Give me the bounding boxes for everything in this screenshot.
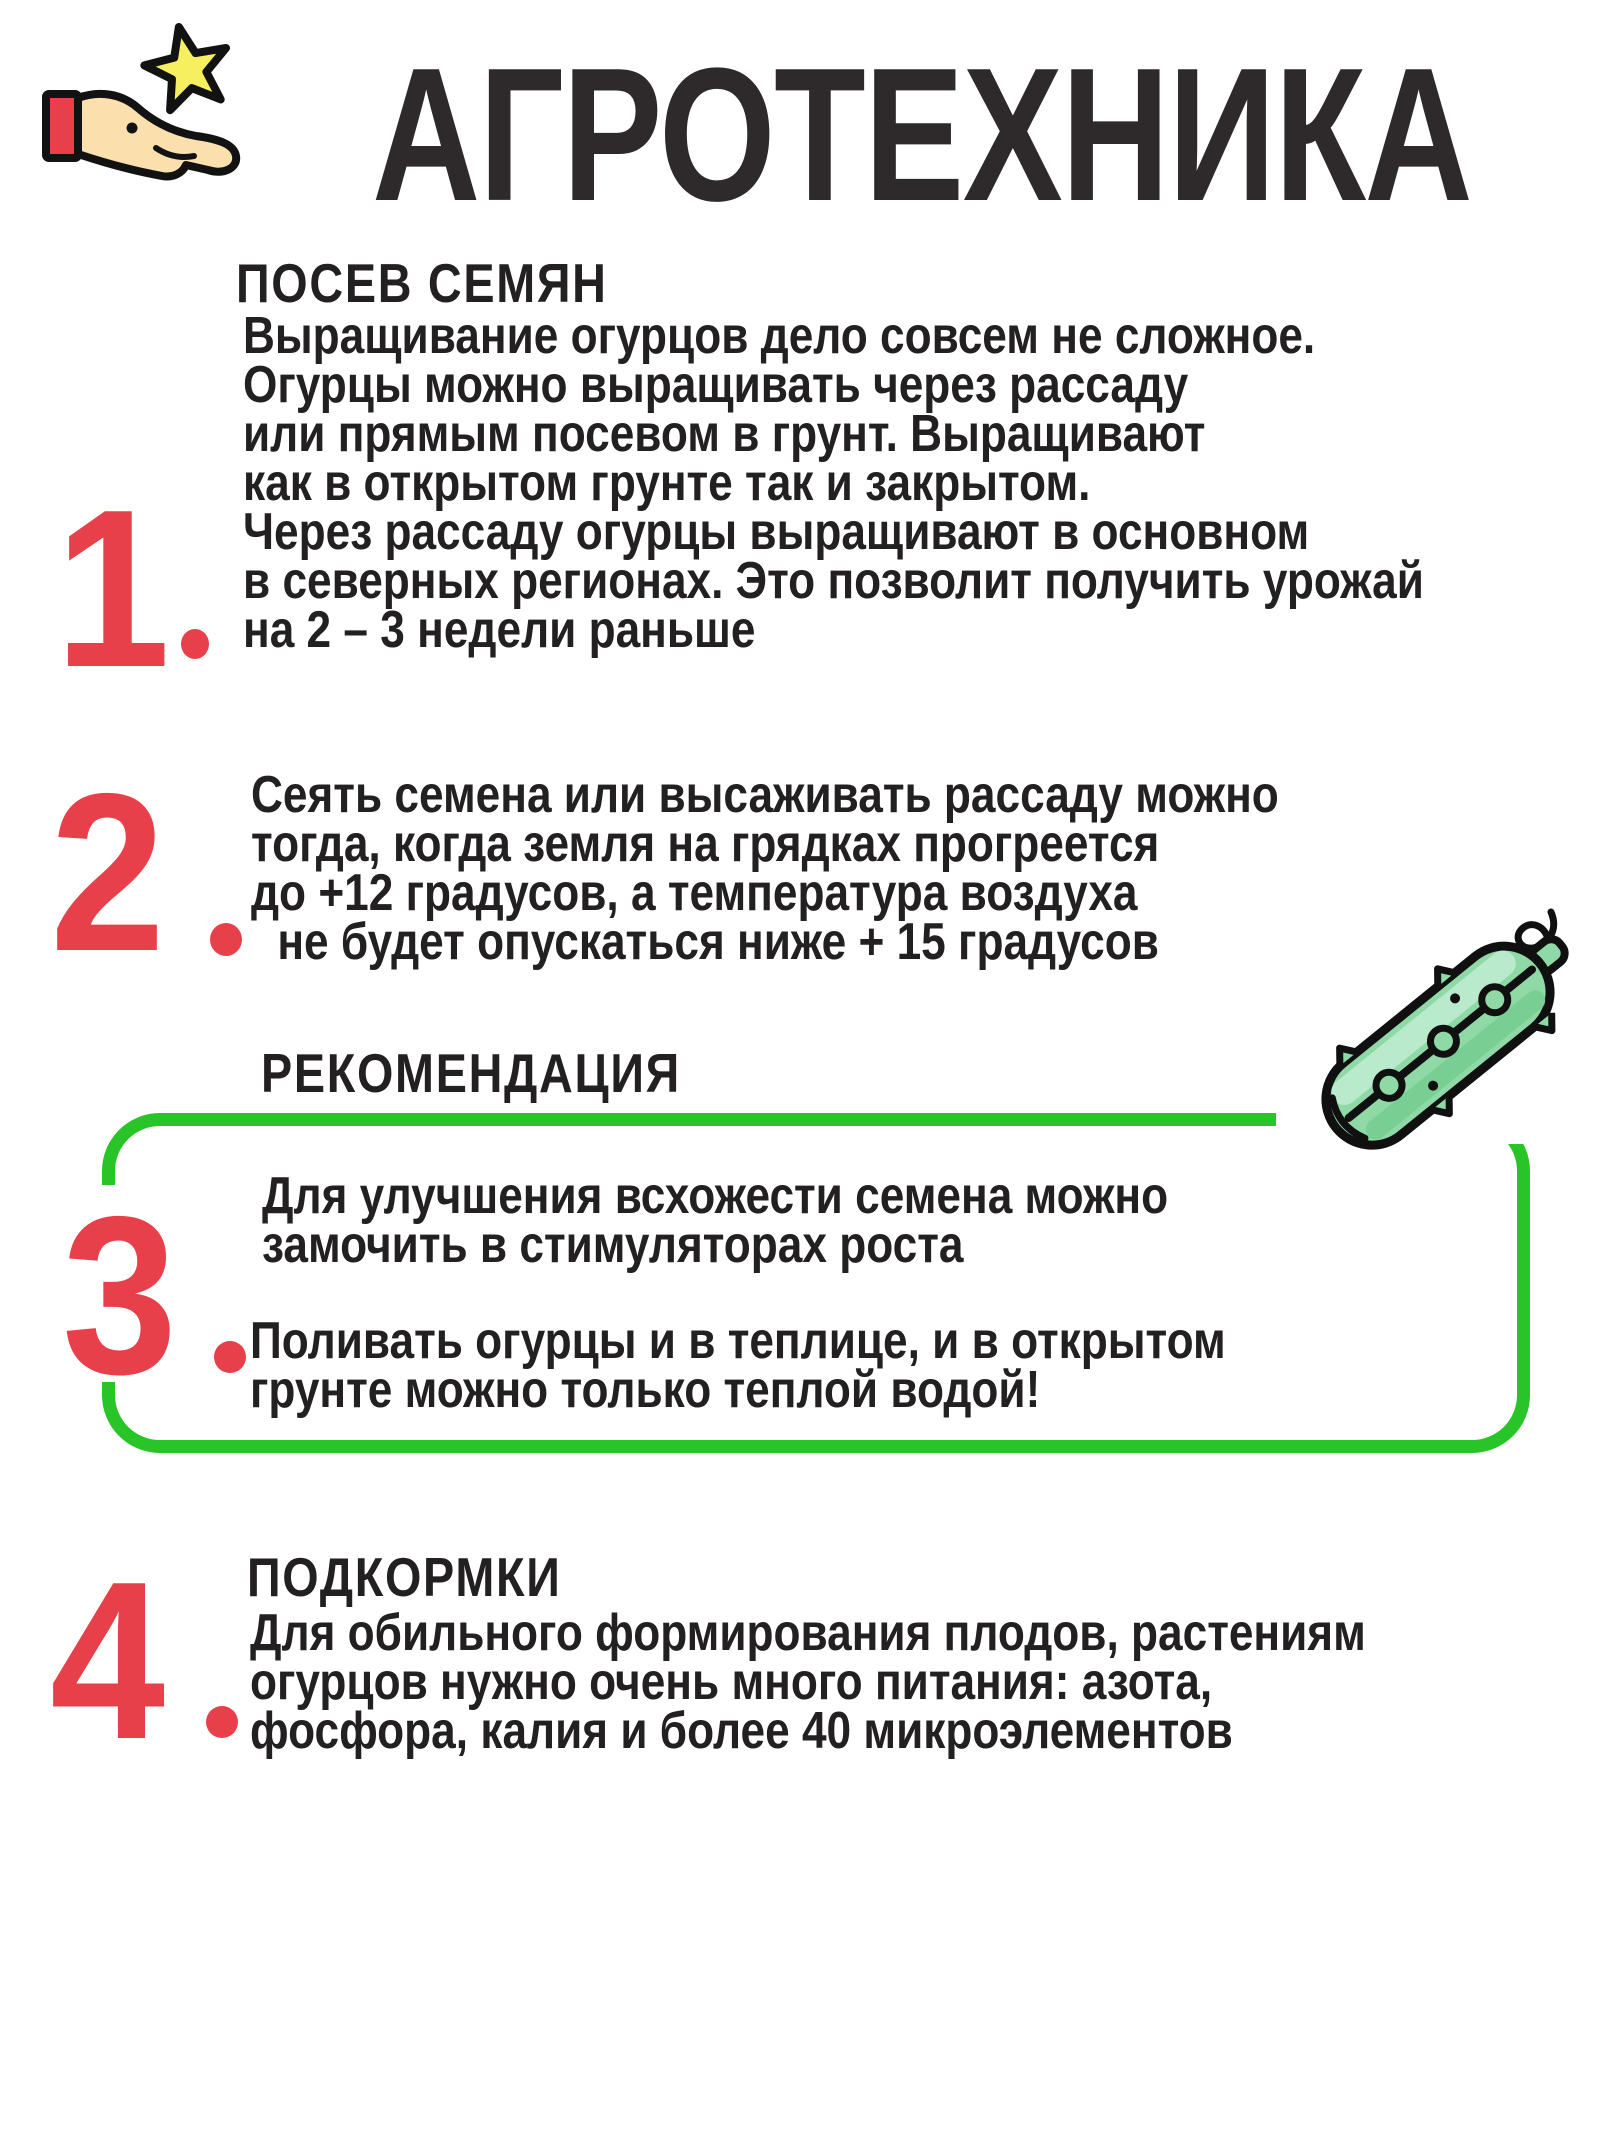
step-2-number-period-dot <box>210 923 242 956</box>
page-title: АГРОТЕХНИКА <box>372 29 1472 241</box>
text-line: на 2 – 3 недели раньше <box>243 601 756 659</box>
section-1-text <box>243 307 1424 659</box>
knuckle-dot <box>127 123 138 134</box>
text-line: Для улучшения всхожести семена можно <box>262 1167 1169 1225</box>
section-4-text <box>250 1604 1366 1760</box>
text-line: грунте можно только теплой водой! <box>250 1361 1041 1419</box>
section-1-heading: ПОСЕВ СЕМЯН <box>236 252 608 314</box>
text-line: Поливать огурцы и в теплице, и в открытом <box>250 1312 1226 1370</box>
text-line: не будет опускаться ниже + 15 градусов <box>277 913 1159 971</box>
recommendation-paragraph-1 <box>262 1167 1169 1274</box>
step-3-number-period-dot <box>214 1341 246 1373</box>
section-2-text <box>251 766 1279 971</box>
cucumber-icon <box>1295 888 1595 1188</box>
text-line: огурцов нужно очень много питания: азота, <box>250 1653 1213 1711</box>
text-line: Сеять семена или высаживать рассаду можно <box>251 766 1279 824</box>
recommendation-paragraph-2 <box>250 1312 1226 1419</box>
section-3-heading: РЕКОМЕНДАЦИЯ <box>261 1042 681 1104</box>
text-line: Через рассаду огурцы выращивают в основном <box>243 503 1310 561</box>
step-4-number-period-dot <box>206 1706 238 1738</box>
step-1-number-period-dot <box>181 629 209 659</box>
text-line: фосфора, калия и более 40 микроэлементов <box>250 1702 1233 1760</box>
step-4-number: 4 <box>50 1534 166 1786</box>
star-icon <box>138 18 236 113</box>
cuff-shape <box>46 94 78 158</box>
text-line: или прямым посевом в грунт. Выращивают <box>243 405 1206 463</box>
hand-icon <box>78 94 236 177</box>
hand-presenting-star-icon <box>36 14 258 196</box>
text-line: Огурцы можно выращивать через рассаду <box>243 356 1189 414</box>
text-line: в северных регионах. Это позволит получить урожай <box>243 552 1424 610</box>
text-line: Выращивание огурцов дело совсем не сложное. <box>243 307 1316 365</box>
section-4-heading: ПОДКОРМКИ <box>247 1546 562 1608</box>
text-line: как в открытом грунте так и закрытом. <box>243 454 1091 512</box>
step-3-number: 3 <box>62 1169 178 1421</box>
step-1-number: 1 <box>55 462 171 714</box>
text-line: замочить в стимуляторах роста <box>262 1216 964 1274</box>
text-line: Для обильного формирования плодов, растениям <box>250 1604 1366 1662</box>
text-line: до +12 градусов, а температура воздуха <box>251 864 1138 922</box>
text-line: тогда, когда земля на грядках прогреется <box>251 815 1160 873</box>
step-2-number: 2 <box>50 746 166 998</box>
